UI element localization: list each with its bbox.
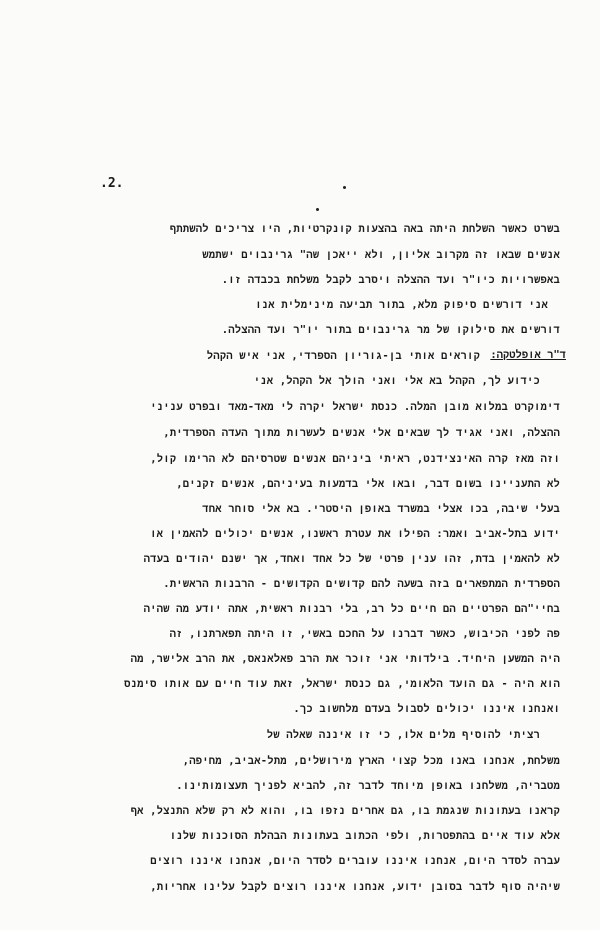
text-line: רציתי להוסיף מלים אלו, כי זו איננה שאלה של — [266, 729, 540, 741]
text-line: בשרט כאשר השלחת היתה באה בהצעות קונקרטיות, היו צריכים להשתתף — [169, 223, 560, 235]
text-line: קראנו בעתונות שנגמת בו, גם אחרים נזפו בו, והוא לא רק שלא התנצל, אף — [130, 805, 560, 817]
text-line: אלא עוד איים בהתפטרות, ולפי הכתוב בעתונות הבהלת הסוכנות שלנו — [169, 830, 560, 842]
text-line: דורשים את סילוקו של מר גרינבוים בתור יו"ר ועד ההצלה. — [221, 324, 560, 336]
speaker-label: ד"ר אופלטקה: — [490, 349, 566, 361]
ink-speck — [316, 208, 319, 211]
text-line: היה המשען היחיד. בילדותי אני זוכר את הרב פאלאנאס, את הרב אלישר, מה — [130, 653, 560, 665]
text-line: מטבריה, משלחנו באופן מיוחד לדבר זה, להביא לפניך תעצומותינו. — [176, 780, 560, 792]
text-line: כידוע לך, הקהל בא אלי ואני הולך אל הקהל, אני — [253, 375, 540, 387]
ink-speck — [343, 186, 346, 189]
text-line: ידוע בתל-אביב ואמר: הפילו את עטרת ראשנו, אנשים יכולים להאמין או — [150, 528, 560, 540]
text-line: ואנחנו איננו יכולים לסבול בעדם מלחשוב כך. — [293, 703, 560, 715]
text-line: וזה מאז קרה האינצידנט, ראיתי ביניהם אנשים שטרסיהם לא הרימו קול, — [150, 453, 560, 465]
text-line: שיהיה סוף לדבר בסובן ידוע, אנחנו איננו רוצים לקבל עלינו אחריות, — [150, 881, 560, 893]
text-line: הספרדית המתפארים בזה בשעה להם קדושים הקדושים - הרבנות הראשית. — [163, 578, 560, 590]
text-line: פה לפני הכיבוש, כאשר דברנו על החכם באשי, זו היתה תפארתנו, זה — [169, 628, 560, 640]
text-line: ההצלה, ואני אגיד לך שבאים אלי אנשים לעשרות מתוך העדה הספרדית, — [163, 427, 560, 439]
text-line: משלחת, אנחנו באנו מכל קצוי הארץ מירושלים, מתל-אביב, מחיפה, — [182, 755, 560, 767]
text-line: לא התעניינו בשום דבר, ובאו אלי בדמעות בעיניהם, אנשים זקנים, — [176, 478, 560, 490]
text-line: באפשרויות כיו"ר ועד ההצלה ויסרב לקבל משלחת בכבדה זו. — [221, 274, 560, 286]
text-line: הוא היה - גם הועד הלאומי, גם כנסת ישראל, זאת עוד חיים עם אותו סימנס — [124, 678, 560, 690]
page-number: .2. — [100, 176, 124, 191]
text-line: בחיי"הם הפרטיים הם חיים כל רב, בלי רבנות ראשית, אתה יודע מה שהיה — [143, 603, 560, 615]
text-line: עברה לסדר היום, אנחנו איננו עוברים לסדר היום, אנחנו איננו רוצים — [150, 855, 560, 867]
text-line: אני דורשים סיפוק מלא, בתור תביעה מינימלית אנו — [255, 299, 548, 311]
text-line: קוראים אותי בן-גוריון הספרדי, אני איש הקהל — [206, 350, 480, 362]
text-line: לא להאמין בדת, זהו ענין פרטי של כל אחד ואחד, אך ישנם יהודים בעדה — [143, 553, 560, 565]
text-line: דימוקרט במלוא מובן המלה. כנסת ישראל יקרה לי מאד-מאד ובפרט עניני — [150, 401, 560, 413]
text-line: אנשים שבאו זה מקרוב אליון, ולא ייאכן שה" גרינבוים ישתמש — [202, 249, 560, 261]
text-line: בעלי שיבה, בכו אצלי במשרד באופן היסטרי. בא אלי סוחר אחד — [202, 503, 560, 515]
